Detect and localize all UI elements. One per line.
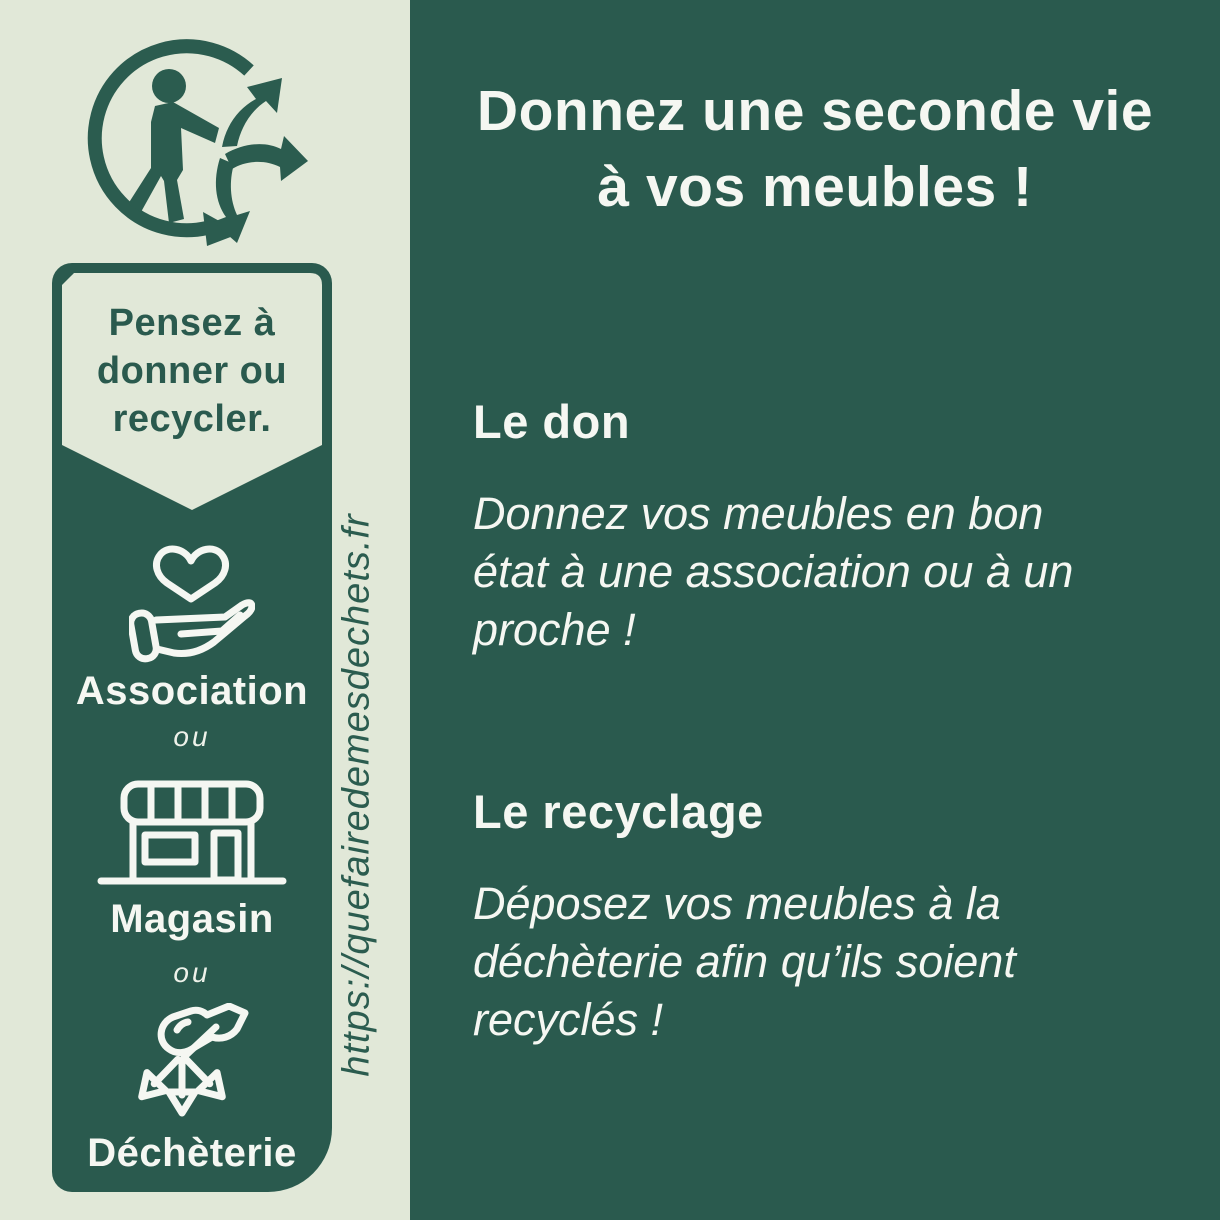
decheterie-label: Déchèterie (87, 1131, 297, 1175)
section-body (473, 875, 1193, 1049)
section-le-don (473, 394, 1193, 659)
body-line: recyclés ! (473, 994, 664, 1045)
banner-line: donner ou (96, 350, 288, 392)
heart-in-hand-icon (129, 541, 255, 665)
body-line: Déposez vos meubles à la (473, 878, 1001, 929)
hand-sorting-arrows-icon (129, 1003, 255, 1129)
banner-line: Pensez à (108, 302, 276, 344)
page-title-line: Donnez une seconde vie (476, 79, 1154, 143)
or-separator: ou (173, 957, 211, 988)
body-line: Donnez vos meubles en bon (473, 488, 1044, 539)
magasin-label: Magasin (110, 897, 274, 941)
section-heading: Le don (473, 395, 631, 448)
storefront-icon (96, 777, 288, 887)
section-heading: Le recyclage (473, 785, 764, 838)
website-url-text: https://quefairedemesdechets.fr (335, 513, 378, 1077)
body-line: déchèterie afin qu’ils soient (473, 936, 1016, 987)
or-separator: ou (173, 721, 211, 752)
main-panel (410, 0, 1220, 1220)
page-title (410, 73, 1220, 225)
association-label: Association (75, 669, 309, 713)
body-line: proche ! (473, 604, 636, 655)
sidebar (0, 0, 410, 1220)
section-body (473, 485, 1193, 659)
triman-recycling-logo-icon (85, 30, 315, 252)
page-title-line: à vos meubles ! (597, 155, 1033, 219)
section-le-recyclage (473, 784, 1193, 1049)
banner-text (62, 299, 322, 443)
donate-or-recycle-box (52, 263, 332, 1192)
body-line: état à une association ou à un (473, 546, 1074, 597)
banner-line: recycler. (112, 398, 272, 440)
